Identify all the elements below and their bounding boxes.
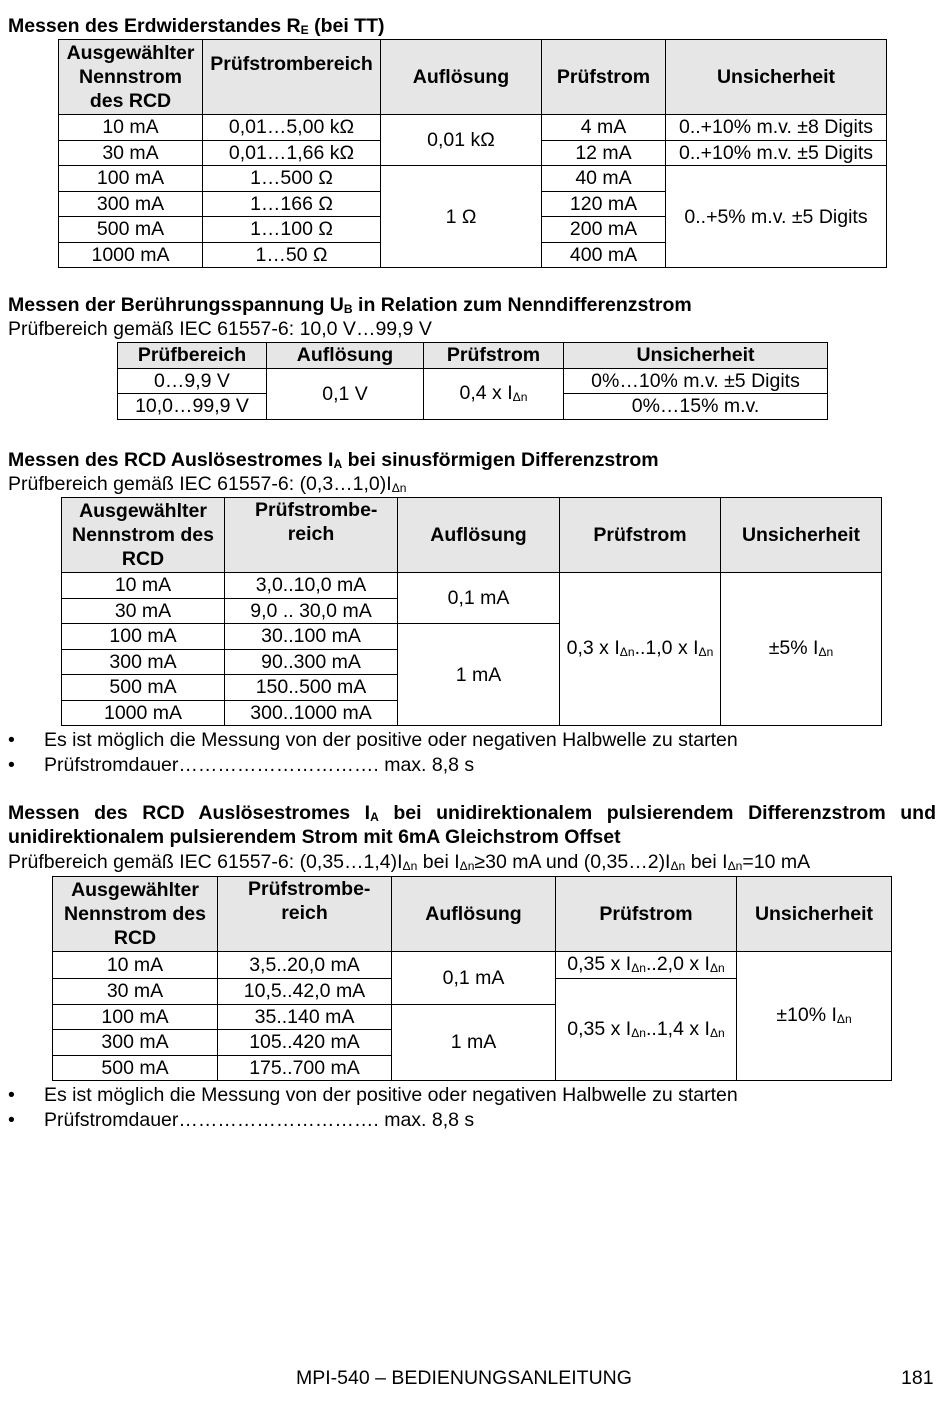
table-cell: 10,5..42,0 mA — [218, 979, 392, 1005]
table-cell: 175..700 mA — [218, 1055, 392, 1081]
header-test-current: Prüfstrom — [556, 877, 737, 952]
table-cell: 35..140 mA — [218, 1004, 392, 1030]
sinusoidal-trip-table — [61, 497, 882, 726]
page-number: 181 — [901, 1367, 934, 1389]
header-resolution: Auflösung — [398, 498, 560, 573]
resolution-cell: 0,1 mA — [398, 573, 560, 624]
table-cell: 500 mA — [62, 675, 225, 701]
table-cell: 300 mA — [62, 649, 225, 675]
table-cell: 30 mA — [62, 598, 225, 624]
table-cell: 0,01…5,00 kΩ — [203, 115, 381, 141]
table-cell: 10 mA — [62, 573, 225, 599]
test-current-cell: 0,35 x $I_{\Delta n}..1,4$ x $I_{\Delta n}$ — [556, 979, 737, 1081]
table-cell: 105..420 mA — [218, 1030, 392, 1056]
table-cell: 150..500 mA — [225, 675, 398, 701]
header-resolution: Auflösung — [267, 343, 424, 369]
table-cell: 120 mA — [542, 191, 666, 217]
uncertainty-cell: 0..+10% m.v. ±5 Digits — [666, 140, 887, 166]
table-cell: 300..1000 mA — [225, 700, 398, 726]
resolution-cell: 1 mA — [398, 624, 560, 726]
table-cell: 1…100 Ω — [203, 217, 381, 243]
table-cell: 10,0…99,9 V — [118, 394, 267, 420]
header-test-range: Prüfstrombe-reich — [225, 498, 398, 573]
header-test-range: Prüfbereich — [118, 343, 267, 369]
section-heading-line2: unidirektionalem pulsierendem Strom mit 6mA Gleichstrom Offset — [8, 826, 621, 848]
test-current-cell: 0,3 x $I_{\Delta n}..1,0$ x $I_{\Delta n}$ — [560, 573, 721, 726]
table-cell: 4 mA — [542, 115, 666, 141]
section-heading-sinusoidal-trip-current: Messen des RCD Auslösestromes $I_A$ bei sinusförmigen Differenzstrom — [8, 449, 659, 471]
pulsating-range-text: Prüfbereich gemäß IEC 61557-6: $(0,35\dots 1,4)I_{\Delta n}$ bei $I_{\Delta n}\ge 30$ mA und $(0,35\dots 2)I_{\Delta n}$ bei $I_{\Delta n}=10$ mA — [8, 851, 811, 873]
touch-voltage-range-text: Prüfbereich gemäß IEC 61557-6: 10,0 V…99,9 V — [8, 318, 432, 340]
table-cell: 300 mA — [53, 1030, 218, 1056]
earth-resistance-table — [58, 39, 887, 268]
table-cell: 1…50 Ω — [203, 242, 381, 268]
resolution-cell: 1 mA — [392, 1004, 556, 1081]
resolution-cell: 1 Ω — [381, 166, 542, 268]
table-cell: 100 mA — [53, 1004, 218, 1030]
touch-voltage-table — [117, 342, 828, 420]
section-heading-earth-resistance: Messen des Erdwiderstandes $R_E$ (bei TT) — [8, 15, 385, 37]
header-resolution: Auflösung — [392, 877, 556, 952]
table-cell: 30 mA — [59, 140, 203, 166]
resolution-cell: 0,01 kΩ — [381, 115, 542, 166]
table-cell: 400 mA — [542, 242, 666, 268]
uncertainty-cell: 0%…10% m.v. ±5 Digits — [564, 368, 828, 394]
table-cell: 0,01…1,66 kΩ — [203, 140, 381, 166]
test-current-cell: 0,4 x $I_{\Delta n}$ — [424, 368, 564, 419]
table-cell: 30..100 mA — [225, 624, 398, 650]
header-test-range: Prüfstrombereich — [203, 40, 381, 115]
header-test-current: Prüfstrom — [424, 343, 564, 369]
table-cell: 300 mA — [59, 191, 203, 217]
uncertainty-cell: ±10% $I_{\Delta n}$ — [737, 952, 892, 1081]
header-rated-current: Ausgewählter Nennstrom des RCD — [62, 498, 225, 573]
header-rated-current: Ausgewählter Nennstrom des RCD — [59, 40, 203, 115]
header-test-range: Prüfstrombe-reich — [218, 877, 392, 952]
header-resolution: Auflösung — [381, 40, 542, 115]
header-rated-current: Ausgewählter Nennstrom des RCD — [53, 877, 218, 952]
header-uncertainty: Unsicherheit — [666, 40, 887, 115]
footer-title: MPI-540 – BEDIENUNGSANLEITUNG — [296, 1367, 632, 1389]
table-cell: 10 mA — [59, 115, 203, 141]
section-heading-pulsating-trip-current: Messen des RCD Auslösestromes $I_A$ bei unidirektionalem pulsierendem Differenzstrom und — [8, 802, 936, 824]
sinusoidal-range-text: Prüfbereich gemäß IEC 61557-6: $(0,3\dots 1,0)I_{\Delta n}$ — [8, 473, 407, 495]
header-uncertainty: Unsicherheit — [737, 877, 892, 952]
table-cell: 3,0..10,0 mA — [225, 573, 398, 599]
test-current-cell: 0,35 x $I_{\Delta n}..2,0$ x $I_{\Delta n}$ — [556, 952, 737, 979]
table-cell: 100 mA — [62, 624, 225, 650]
section-heading-touch-voltage: Messen der Berührungsspannung $U_B$ in Relation zum Nenndifferenzstrom — [8, 294, 692, 316]
table-cell: 30 mA — [53, 979, 218, 1005]
header-test-current: Prüfstrom — [542, 40, 666, 115]
uncertainty-cell: 0..+5% m.v. ±5 Digits — [666, 166, 887, 268]
table-cell: 9,0 .. 30,0 mA — [225, 598, 398, 624]
table-cell: 200 mA — [542, 217, 666, 243]
resolution-cell: 0,1 mA — [392, 952, 556, 1005]
table-cell: 10 mA — [53, 952, 218, 979]
table-cell: 100 mA — [59, 166, 203, 192]
table-cell: 500 mA — [53, 1055, 218, 1081]
header-uncertainty: Unsicherheit — [721, 498, 882, 573]
table-cell: 40 mA — [542, 166, 666, 192]
uncertainty-cell: ±5% $I_{\Delta n}$ — [721, 573, 882, 726]
table-cell: 500 mA — [59, 217, 203, 243]
uncertainty-cell: 0..+10% m.v. ±8 Digits — [666, 115, 887, 141]
resolution-cell: 0,1 V — [267, 368, 424, 419]
table-cell: 1…500 Ω — [203, 166, 381, 192]
table-cell: 3,5..20,0 mA — [218, 952, 392, 979]
table-cell: 90..300 mA — [225, 649, 398, 675]
table-cell: 12 mA — [542, 140, 666, 166]
header-test-current: Prüfstrom — [560, 498, 721, 573]
table-cell: 0…9,9 V — [118, 368, 267, 394]
table-cell: 1000 mA — [62, 700, 225, 726]
table-cell: 1000 mA — [59, 242, 203, 268]
uncertainty-cell: 0%…15% m.v. — [564, 394, 828, 420]
pulsating-trip-table — [52, 876, 892, 1081]
header-uncertainty: Unsicherheit — [564, 343, 828, 369]
table-cell: 1…166 Ω — [203, 191, 381, 217]
